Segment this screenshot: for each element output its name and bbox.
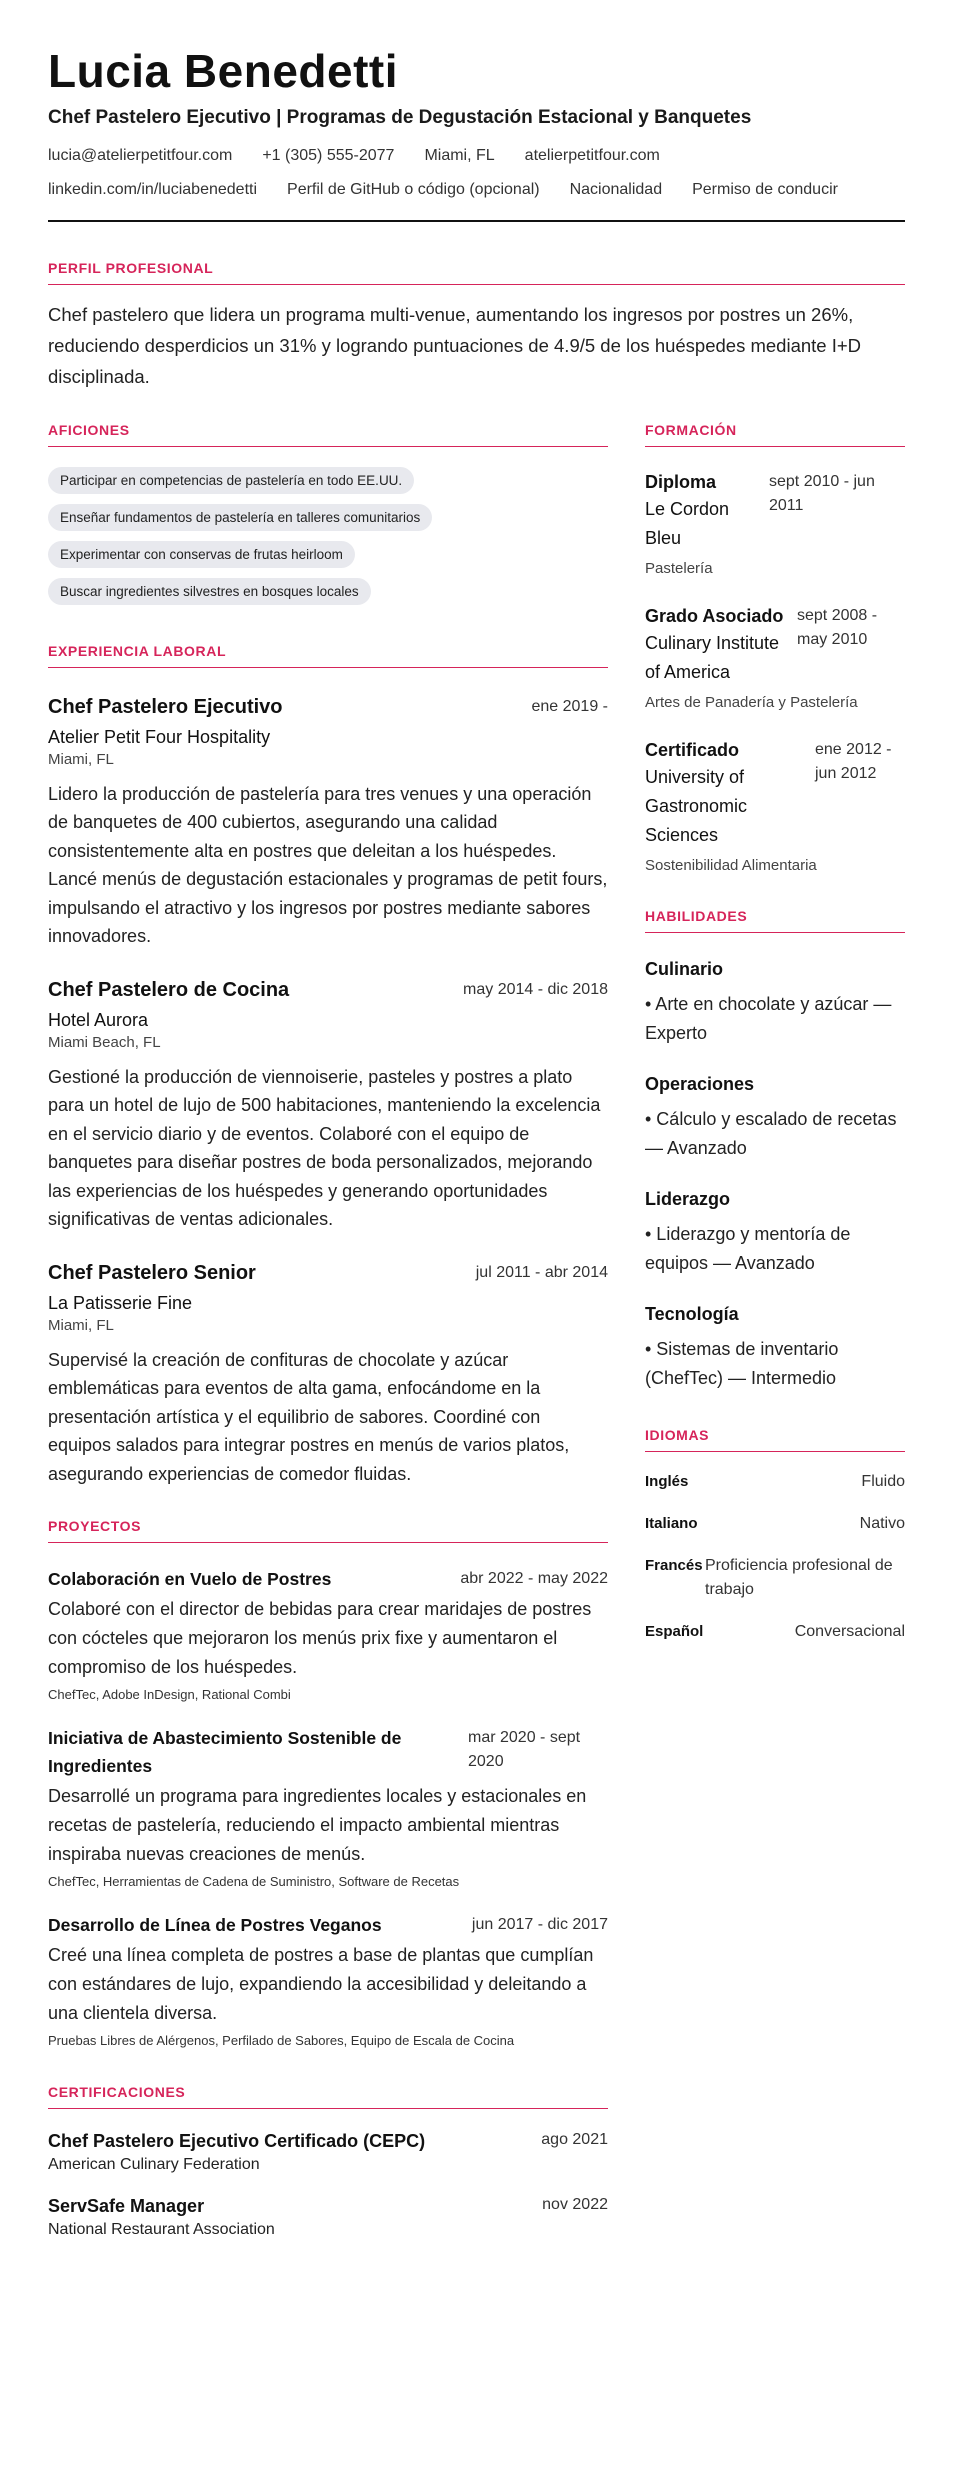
certification-date: ago 2021 [541, 2131, 608, 2149]
certification-org: American Culinary Federation [48, 2156, 260, 2174]
contact-nationality: Nacionalidad [569, 180, 663, 198]
hobbies-section [48, 422, 608, 615]
section-title-languages: IDIOMAS [645, 1426, 710, 1443]
education-entry [645, 603, 905, 715]
education-school: Le Cordon Bleu [645, 498, 730, 548]
job-entry [48, 979, 608, 1234]
job-entry [48, 1262, 608, 1489]
language-row [645, 1512, 905, 1536]
job-description: Supervisé la creación de confituras de chocolate y azúcar emblemáticas para eventos de alta gama, enfocándome en la presentación artística y el equilibrio de sabores. Coordiné con equipos salados para integrar postres en menús de varios platos, asegurando experiencias de comedor fluidas. [48, 1349, 570, 1484]
left-column [48, 422, 608, 2240]
education-section [645, 422, 905, 878]
certifications-section [48, 2084, 608, 2239]
section-title-skills: HABILIDADES [645, 907, 748, 924]
education-date: ene 2012 - jun 2012 [815, 740, 892, 782]
project-tech: ChefTec, Adobe InDesign, Rational Combi [48, 1687, 291, 1703]
job-description: Gestioné la producción de viennoiserie, pasteles y postres a plato para un hotel de lujo de 500 habitaciones, manteniendo la excelencia en el servicio diario y de eventos. Colaboré con el equipo de banquetes para diseñar postres de boda personalizados, mejorando las experiencias de los huéspedes y generando oportunidades significativas de ventas adicionales. [48, 1066, 601, 1230]
languages-section [645, 1427, 905, 1644]
job-description: Lidero la producción de pastelería para tres venues y una operación de banquetes de 400 cubiertos, asegurando una calidad consistentemente alta en postres que deleitan a los huéspedes. Lancé menús de degustación estacionales y programas de petit fours, impulsando el atractivo y los ingresos por postres mediante sabores innovadores. [48, 783, 608, 947]
language-level: Conversacional [794, 1622, 905, 1640]
education-date: sept 2010 - jun 2011 [769, 472, 875, 514]
section-divider [48, 1542, 608, 1543]
project-entry [48, 1911, 608, 2048]
section-divider [645, 932, 905, 933]
project-entry [48, 1724, 608, 1889]
project-date: jun 2017 - dic 2017 [471, 1916, 608, 1934]
language-row [645, 1554, 905, 1602]
certification-title: ServSafe Manager [48, 2196, 205, 2217]
job-date: jul 2011 - abr 2014 [475, 1263, 608, 1281]
summary-text: Chef pastelero que lidera un programa multi-venue, aumentando los ingresos por postres un 26%, reduciendo desperdicios un 31% y logrando puntuaciones de 4.9/5 de los huéspedes mediante I+D disciplinada. [48, 303, 862, 387]
section-divider [48, 284, 905, 285]
section-title-certifications: CERTIFICACIONES [48, 2084, 186, 2101]
education-entry [645, 469, 905, 581]
hobby-tag-list [48, 467, 608, 615]
project-date: mar 2020 - sept 2020 [468, 1729, 581, 1771]
education-field: Sostenibilidad Alimentaria [645, 856, 817, 874]
section-divider [48, 667, 608, 668]
language-name: Español [645, 1622, 704, 1640]
language-row [645, 1470, 905, 1494]
skill-category: Culinario [645, 958, 724, 979]
certification-org: National Restaurant Association [48, 2221, 275, 2239]
projects-section [48, 1518, 608, 2048]
hobby-tag: Participar en competencias de pastelería en todo EE.UU. [48, 467, 414, 494]
section-divider [48, 446, 608, 447]
education-date: sept 2008 - may 2010 [797, 606, 878, 648]
education-field: Pastelería [645, 559, 713, 577]
section-title-projects: PROYECTOS [48, 1518, 142, 1535]
job-date: ene 2019 - [531, 697, 608, 715]
project-description: Creé una línea completa de postres a base de plantas que cumplían con estándares de lujo, expandiendo la accesibilidad y deleitando a una clientela diversa. [48, 1945, 594, 2024]
job-date: may 2014 - dic 2018 [463, 980, 608, 998]
job-location: Miami Beach, FL [48, 1033, 161, 1051]
project-description: Desarrollé un programa para ingredientes locales y estacionales en recetas de pastelería, reduciendo el impacto ambiental mientras inspiraba nuevas creaciones de menús. [48, 1786, 587, 1865]
project-title: Iniciativa de Abastecimiento Sostenible de Ingredientes [48, 1728, 402, 1777]
project-title: Desarrollo de Línea de Postres Veganos [48, 1915, 382, 1936]
skill-item: • Liderazgo y mentoría de equipos — Avanzado [645, 1223, 851, 1273]
job-location: Miami, FL [48, 750, 114, 768]
education-school: Culinary Institute of America [645, 632, 780, 682]
certification-title: Chef Pastelero Ejecutivo Certificado (CEPC) [48, 2131, 426, 2152]
header-divider [48, 220, 905, 222]
contact-linkedin[interactable]: linkedin.com/in/luciabenedetti [48, 180, 258, 198]
job-company: Atelier Petit Four Hospitality [48, 726, 271, 747]
job-company: Hotel Aurora [48, 1009, 149, 1030]
contact-github[interactable]: Perfil de GitHub o código (opcional) [287, 180, 540, 198]
job-title: Chef Pastelero de Cocina [48, 978, 290, 1001]
skill-category: Liderazgo [645, 1188, 731, 1209]
contact-driving-license: Permiso de conducir [692, 180, 838, 198]
resume-header [48, 46, 905, 222]
contact-website[interactable]: atelierpetitfour.com [524, 146, 660, 164]
certification-entry [48, 2196, 608, 2239]
skill-item: • Arte en chocolate y azúcar — Experto [645, 993, 892, 1043]
project-tech: ChefTec, Herramientas de Cadena de Suministro, Software de Recetas [48, 1874, 460, 1890]
language-level: Fluido [861, 1472, 905, 1490]
candidate-name: Lucia Benedetti [48, 45, 399, 97]
contact-email[interactable]: lucia@atelierpetitfour.com [48, 146, 233, 164]
skills-section [645, 908, 905, 1393]
two-column-body [48, 422, 905, 2240]
hobby-tag: Buscar ingredientes silvestres en bosques locales [48, 578, 371, 605]
candidate-headline: Chef Pastelero Ejecutivo | Programas de Degustación Estacional y Banquetes [48, 106, 752, 128]
education-entry [645, 737, 905, 878]
skill-item: • Sistemas de inventario (ChefTec) — Intermedio [645, 1338, 839, 1388]
certification-date: nov 2022 [542, 2196, 608, 2214]
section-title-hobbies: AFICIONES [48, 421, 130, 438]
skill-item: • Cálculo y escalado de recetas — Avanzado [645, 1108, 897, 1158]
education-field: Artes de Panadería y Pastelería [645, 693, 858, 711]
section-divider [645, 1451, 905, 1452]
certification-entry [48, 2131, 608, 2174]
language-name: Francés [645, 1556, 703, 1574]
contact-location: Miami, FL [424, 146, 495, 164]
contact-list [48, 147, 905, 198]
project-tech: Pruebas Libres de Alérgenos, Perfilado de Sabores, Equipo de Escala de Cocina [48, 2033, 515, 2049]
education-school: University of Gastronomic Sciences [645, 766, 748, 845]
job-title: Chef Pastelero Ejecutivo [48, 695, 283, 718]
language-level: Nativo [859, 1514, 905, 1532]
section-title-education: FORMACIÓN [645, 421, 737, 438]
job-company: La Patisserie Fine [48, 1292, 193, 1313]
language-name: Inglés [645, 1472, 689, 1490]
experience-section [48, 643, 608, 1489]
education-degree: Certificado [645, 739, 740, 760]
job-entry [48, 696, 608, 951]
summary-section [48, 260, 905, 392]
hobby-tag: Enseñar fundamentos de pastelería en talleres comunitarios [48, 504, 432, 531]
skill-category: Operaciones [645, 1073, 755, 1094]
section-divider [645, 446, 905, 447]
language-row [645, 1620, 905, 1644]
project-entry [48, 1565, 608, 1702]
language-name: Italiano [645, 1514, 698, 1532]
education-degree: Diploma [645, 471, 717, 492]
language-level: Proficiencia profesional de trabajo [705, 1556, 893, 1598]
section-title-experience: EXPERIENCIA LABORAL [48, 642, 227, 659]
education-degree: Grado Asociado [645, 605, 784, 626]
project-description: Colaboré con el director de bebidas para crear maridajes de postres con cócteles que mejoraron los menús prix fixe y aumentaron el compromiso de los huéspedes. [48, 1599, 592, 1678]
skill-category: Tecnología [645, 1303, 739, 1324]
section-title-summary: PERFIL PROFESIONAL [48, 259, 214, 276]
job-location: Miami, FL [48, 1316, 114, 1334]
project-title: Colaboración en Vuelo de Postres [48, 1569, 332, 1590]
right-column [645, 422, 905, 2240]
section-divider [48, 2108, 608, 2109]
contact-phone[interactable]: +1 (305) 555-2077 [262, 146, 395, 164]
project-date: abr 2022 - may 2022 [460, 1570, 608, 1588]
hobby-tag: Experimentar con conservas de frutas heirloom [48, 541, 355, 568]
job-title: Chef Pastelero Senior [48, 1261, 256, 1284]
